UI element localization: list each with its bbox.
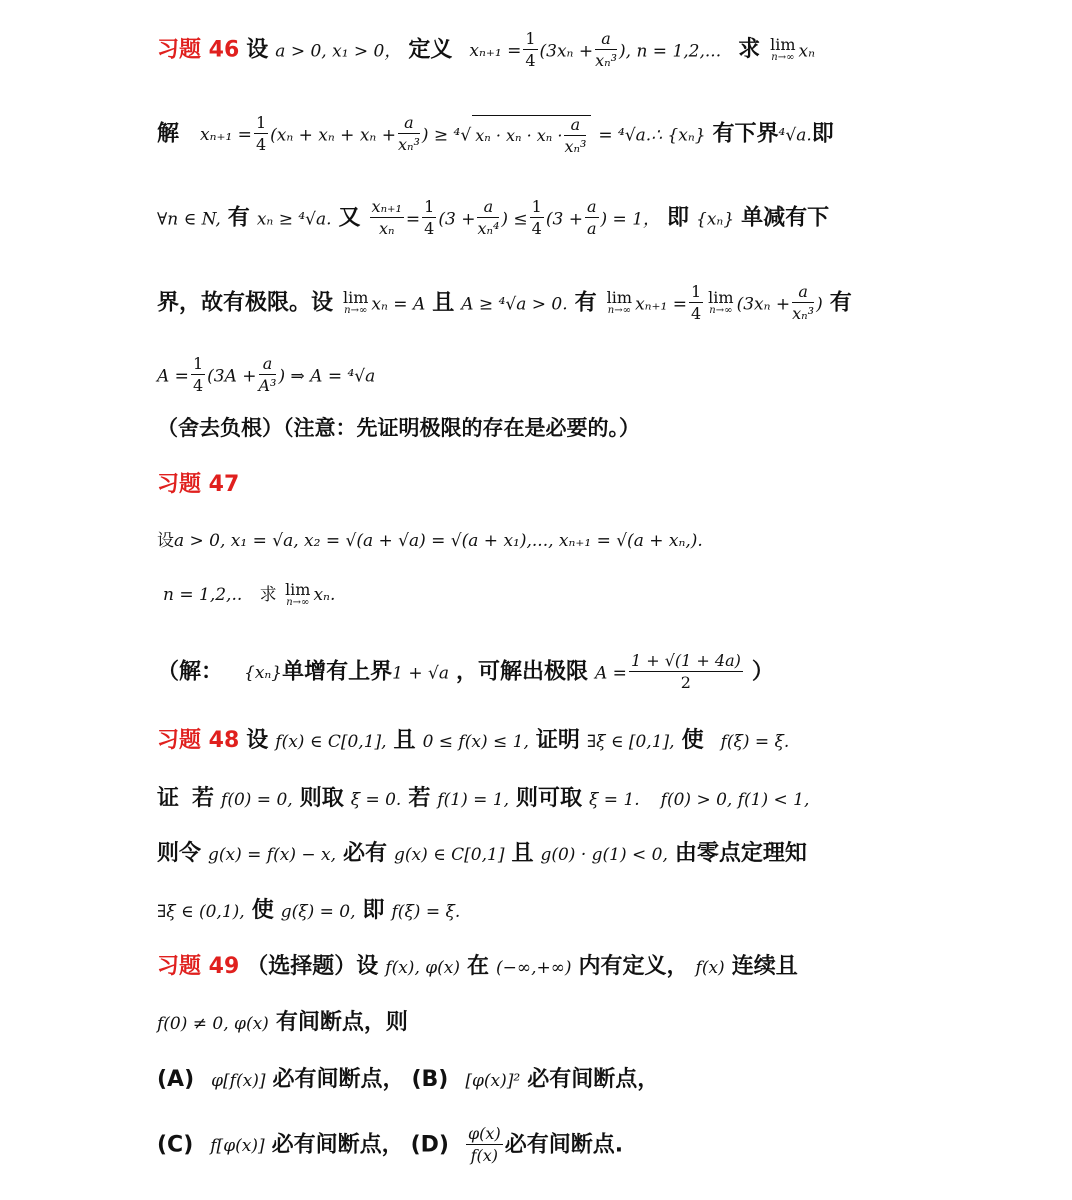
- problem-47-label: 习题 47: [157, 472, 240, 497]
- solution-46-line-4: A = $\frac{1}{4}$ (3A + $\frac{a}{\text{A³}}$ ) ⇒ A = ⁴√a: [157, 354, 376, 396]
- solution-46-line-1: 解 xₙ₊₁ = $\frac{1}{4}$ (xₙ + xₙ + xₙ + $\frac{a}{\text{xₙ³}}$ ) ≥ ⁴√ xₙ · xₙ · xₙ · $\frac{a}{\text{xₙ³}}$ = ⁴√a.∴ {xₙ} 有下界⁴√a.即: [157, 113, 834, 156]
- fraction: $\frac{a}{\text{A³}}$: [258, 354, 277, 396]
- problem-47-statement-2: n = 1,2,.. 求 lim n→∞ xₙ.: [163, 580, 336, 608]
- fraction: $\frac{1}{4}$: [424, 197, 435, 239]
- problem-46-label: 习题 46: [157, 37, 240, 63]
- problem-48-statement: 习题 48 设 f(x) ∈ C[0,1], 且 0 ≤ f(x) ≤ 1, 证明 ∃ξ ∈ [0,1], 使 f(ξ) = ξ.: [157, 728, 790, 753]
- fraction: $\frac{1}{4}$: [255, 113, 267, 155]
- radical: xₙ · xₙ · xₙ · $\frac{a}{\text{xₙ³}}$: [472, 115, 591, 157]
- problem-48-label: 习题 48: [157, 728, 240, 753]
- solution-46-note: （舍去负根）（注意：先证明极限的存在是必要的。）: [157, 416, 640, 440]
- option-b-label: (B): [411, 1067, 449, 1092]
- fraction: $\frac{1}{4}$: [690, 282, 702, 324]
- fraction: $\frac{a}{a}$: [586, 197, 597, 239]
- problem-47-heading: [157, 474, 239, 496]
- problem-48-proof-1: 证 若 f(0) = 0, 则取 ξ = 0. 若 f(1) = 1, 则可取 ξ = 1. f(0) > 0, f(1) < 1,: [157, 786, 810, 811]
- fraction: $\frac{1}{4}$: [525, 29, 536, 71]
- problem-47-statement: 设a > 0, x₁ = √a, x₂ = √(a + √a) = √(a + x₁),..., xₙ₊₁ = √(a + xₙ,).: [157, 531, 703, 551]
- limit-operator: lim n→∞: [343, 288, 369, 317]
- limit-operator: lim n→∞: [606, 288, 633, 317]
- option-a-label: (A): [157, 1067, 195, 1092]
- problem-47-solution: （解： {xₙ}单增有上界1 + √a ，可解出极限 A = $\frac{1 + √(1 + 4a)}{2}$ ）: [157, 651, 774, 693]
- fraction: $\frac{\text{xₙ₊₁}}{\text{xₙ}}$: [371, 197, 402, 239]
- option-d-label: (D): [410, 1132, 449, 1158]
- limit-operator: lim n→∞: [708, 288, 734, 317]
- fraction: $\frac{\varphi(x)}{f(x)}$: [467, 1124, 501, 1166]
- problem-48-proof-2: 则令 g(x) = f(x) − x, 必有 g(x) ∈ C[0,1] 且 g(0) · g(1) < 0, 由零点定理知: [157, 841, 807, 866]
- problem-49-statement: 习题 49 （选择题）设 f(x), φ(x) 在 (−∞,+∞) 内有定义， f(x) 连续且: [157, 954, 798, 979]
- fraction: $\frac{1}{4}$: [531, 197, 542, 239]
- problem-48-proof-3: ∃ξ ∈ (0,1), 使 g(ξ) = 0, 即 f(ξ) = ξ.: [157, 898, 461, 923]
- problem-49-statement-2: f(0) ≠ 0, φ(x) 有间断点，则: [157, 1010, 408, 1035]
- problem-49-options-ab: (A) φ[f(x)] 必有间断点， (B) [φ(x)]² 必有间断点，: [157, 1067, 660, 1092]
- problem-49-options-cd: (C) f[φ(x)] 必有间断点， (D) $\frac{\varphi(x)}{f(x)}$ 必有间断点.: [157, 1124, 624, 1166]
- fraction: $\frac{1}{4}$: [192, 354, 204, 396]
- option-c-label: (C): [157, 1132, 194, 1158]
- fraction: $\frac{1 + √(1 + 4a)}{2}$: [630, 651, 741, 693]
- problem-49-label: 习题 49: [157, 954, 240, 979]
- fraction: $\frac{a}{\text{xₙ³}}$: [595, 29, 618, 71]
- fraction: $\frac{a}{\text{xₙ³}}$: [397, 113, 420, 155]
- solution-46-line-2: ∀n ∈ N, 有 xₙ ≥ ⁴√a. 又 $\frac{\text{xₙ₊₁}}{\text{xₙ}}$ = $\frac{1}{4}$ (3 + $\frac{a}{\text{xₙ⁴}}$ ) ≤ $\frac{1}{4}$ (3 + $\frac{a}{a}$ ) = 1， 即 {xₙ} 单减有下: [157, 197, 830, 239]
- limit-operator: lim n→∞: [285, 580, 311, 608]
- fraction: $\frac{a}{\text{xₙ⁴}}$: [477, 197, 500, 239]
- fraction: $\frac{a}{\text{xₙ³}}$: [564, 114, 587, 156]
- fraction: $\frac{a}{\text{xₙ³}}$: [792, 282, 815, 324]
- problem-46-statement: 习题 46 设 a > 0, x₁ > 0， 定义 xₙ₊₁ = $\frac{1}{4}$ (3xₙ + $\frac{a}{\text{xₙ³}}$ ), n = 1,2,... 求 lim n→∞ xₙ: [157, 29, 816, 71]
- limit-operator: lim n→∞: [770, 35, 796, 64]
- solution-46-line-3: 界，故有极限。设 lim n→∞ xₙ = A 且 A ≥ ⁴√a > 0. 有 lim n→∞ xₙ₊₁ = $\frac{1}{4}$ lim n→∞ (3xₙ + $\frac{a}{\text{xₙ³}}$ ) 有: [157, 282, 852, 324]
